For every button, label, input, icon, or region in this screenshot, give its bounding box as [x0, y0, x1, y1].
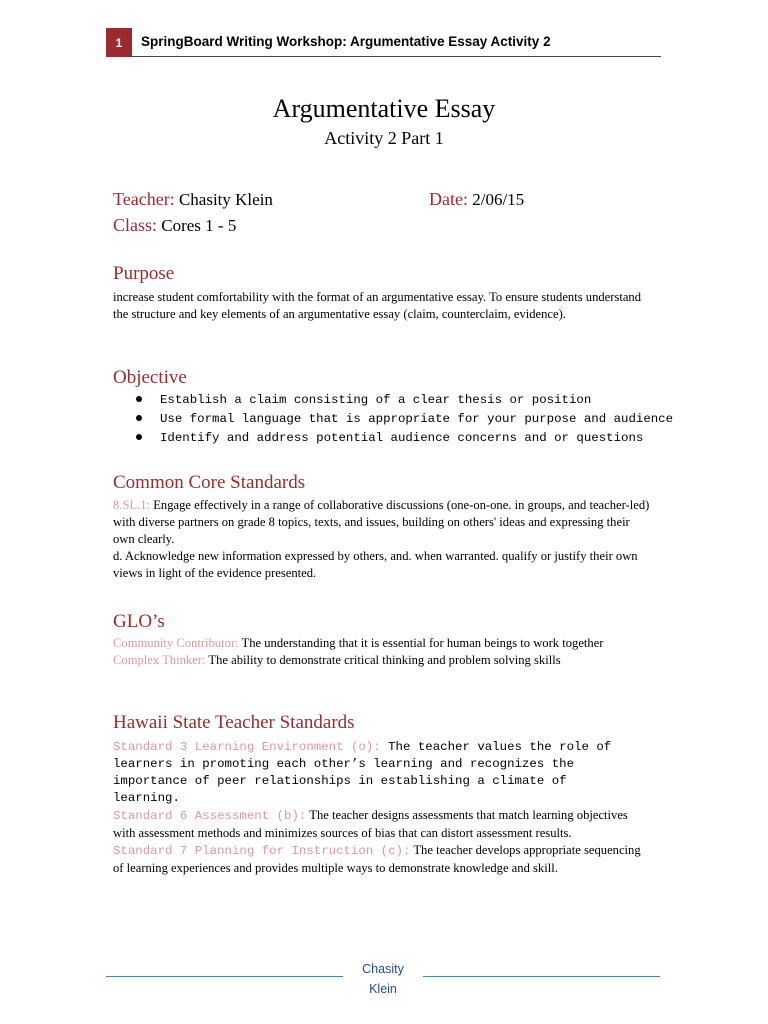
class-label: Class:: [113, 215, 158, 235]
glo-description: The understanding that it is essential for human beings to work together: [238, 636, 604, 650]
bullet-icon: [136, 415, 142, 421]
standard-description: Engage effectively in a range of collaborative discussions (one-on-one. in groups, and teacher-led) with diverse partners on grade 8 topics, texts, and issues, building on others' ideas and expressing their own clearly.: [113, 498, 650, 546]
footer-author: [343, 959, 423, 999]
hawaii-standards-heading: Hawaii State Teacher Standards: [113, 712, 355, 733]
objective-list: [136, 391, 673, 448]
header-title: SpringBoard Writing Workshop: Argumentative Essay Activity 2: [141, 34, 551, 49]
purpose-heading: Purpose: [113, 263, 175, 284]
page-number-badge: 1: [106, 28, 132, 57]
hawaii-standard-description: The teacher develops appropriate sequencing of learning experiences and provides multiple ways to demonstrate knowledge and skill.: [113, 843, 641, 875]
hawaii-standard-item: [113, 807, 653, 842]
list-item: [136, 410, 673, 429]
footer-rule-left: [106, 976, 343, 977]
class-field: [113, 215, 236, 236]
glos-heading: GLO’s: [113, 611, 165, 632]
glo-item: [113, 652, 653, 669]
class-value: Cores 1 - 5: [161, 216, 237, 235]
date-field: [429, 189, 524, 210]
objective-item: Identify and address potential audience concerns and or questions: [160, 431, 644, 445]
list-item: [136, 391, 673, 410]
common-core-text: [113, 497, 653, 582]
standard-code: 8.SL.1:: [113, 498, 151, 512]
teacher-value: Chasity Klein: [178, 190, 273, 209]
hawaii-standard-label: Standard 3 Learning Environment (o):: [113, 740, 381, 754]
footer-rule-right: [423, 976, 660, 977]
glo-item: [113, 635, 653, 652]
bullet-icon: [136, 434, 142, 440]
teacher-field: [113, 189, 273, 210]
glo-label: Complex Thinker:: [113, 653, 206, 667]
date-label: Date:: [429, 189, 468, 209]
hawaii-standard-label: Standard 7 Planning for Instruction (c):: [113, 844, 411, 858]
hawaii-standard-item: [113, 842, 653, 877]
objective-item: Establish a claim consisting of a clear thesis or position: [160, 393, 592, 407]
hawaii-standard-label: Standard 6 Assessment (b):: [113, 809, 307, 823]
document-title: Argumentative Essay: [272, 94, 496, 123]
header-rule: [132, 56, 661, 57]
document-subtitle: Activity 2 Part 1: [324, 128, 444, 148]
teacher-label: Teacher:: [113, 189, 175, 209]
glo-label: Community Contributor:: [113, 636, 239, 650]
glos-text: [113, 635, 653, 669]
hawaii-standard-description: The teacher values the role of learners in promoting each other’s learning and recognizes the importance of peer relationships in establishing a climate of learning.: [113, 740, 612, 805]
footer-author-first: Chasity: [362, 962, 404, 976]
purpose-text: increase student comfortability with the format of an argumentative essay. To ensure students understand the structure and key elements of an argumentative essay (claim, counterclaim, evidence).: [113, 290, 642, 321]
list-item: [136, 429, 673, 448]
glo-description: The ability to demonstrate critical thinking and problem solving skills: [205, 653, 561, 667]
hawaii-standards-text: [113, 739, 653, 877]
standard-subpoint: d. Acknowledge new information expressed by others, and. when warranted. qualify or justify their own views in light of the evidence presented.: [113, 549, 638, 580]
hawaii-standard-description: The teacher designs assessments that match learning objectives with assessment methods and minimizes sources of bias that can distort assessment results.: [113, 808, 628, 840]
bullet-icon: [136, 396, 142, 402]
objective-item: Use formal language that is appropriate for your purpose and audience: [160, 412, 674, 426]
footer-author-last: Klein: [369, 982, 397, 996]
date-value: 2/06/15: [472, 190, 525, 209]
common-core-heading: Common Core Standards: [113, 472, 306, 493]
hawaii-standard-item: [113, 739, 633, 807]
objective-heading: Objective: [113, 367, 187, 388]
